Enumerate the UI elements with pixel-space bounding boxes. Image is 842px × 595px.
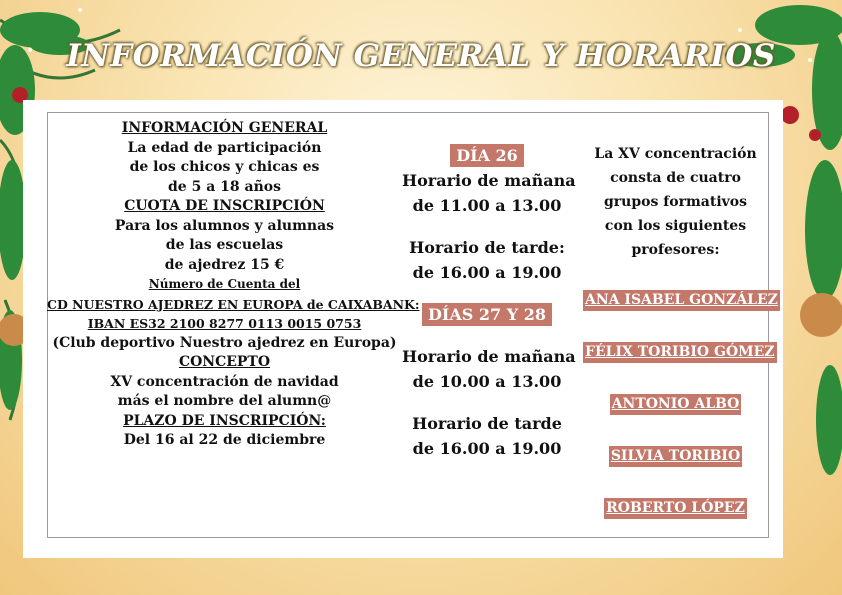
deadline-heading: PLAZO DE INSCRIPCIÓN: — [123, 412, 326, 429]
teachers-column — [583, 142, 778, 519]
morning-time: de 11.00 a 13.00 — [412, 196, 562, 215]
teacher-name: SILVIA TORIBIO — [609, 446, 742, 467]
afternoon-label: Horario de tarde — [412, 414, 562, 433]
morning-time: de 10.00 a 13.00 — [412, 372, 562, 391]
teachers-intro-line: profesores: — [631, 242, 720, 258]
morning-label: Horario de mañana — [402, 347, 576, 366]
concept-heading: CONCEPTO — [178, 354, 271, 370]
afternoon-time: de 16.00 a 19.00 — [412, 439, 562, 458]
concept-line: XV concentración de navidad — [110, 373, 339, 390]
age-line: de los chicos y chicas es — [129, 159, 320, 175]
teacher-name: FÉLIX TORIBIO GÓMEZ — [583, 342, 777, 363]
teacher-name: ANTONIO ALBO — [610, 394, 742, 415]
morning-label: Horario de mañana — [402, 171, 576, 190]
day-26-badge: DÍA 26 — [450, 144, 524, 167]
fee-line: de las escuelas — [165, 237, 284, 253]
page-title: INFORMACIÓN GENERAL Y HORARIOS — [66, 38, 776, 74]
account-label: Número de Cuenta del — [148, 277, 301, 291]
schedule-column — [402, 143, 576, 461]
fee-line: de ajedrez 15 € — [164, 256, 285, 273]
teacher-name: ROBERTO LÓPEZ — [604, 498, 747, 519]
account-holder: CD NUESTRO AJEDREZ EN EUROPA de CAIXABANK: — [47, 296, 420, 312]
fee-line: Para los alumnos y alumnas — [114, 217, 335, 234]
general-info-heading: INFORMACIÓN GENERAL — [121, 120, 328, 136]
iban-number: IBAN ES32 2100 8277 0113 0015 0753 — [87, 316, 362, 331]
fee-heading: CUOTA DE INSCRIPCIÓN — [124, 198, 325, 214]
teachers-intro-line: La XV concentración — [594, 146, 757, 162]
concept-line: más el nombre del alumn@ — [117, 393, 332, 409]
afternoon-time: de 16.00 a 19.00 — [412, 263, 562, 282]
afternoon-label: Horario de tarde: — [409, 238, 565, 257]
teachers-intro-line: consta de cuatro — [610, 170, 741, 186]
deadline-dates: Del 16 al 22 de diciembre — [123, 432, 326, 448]
teachers-intro-line: con los siguientes — [604, 218, 747, 234]
age-line: La edad de participación — [127, 139, 322, 156]
club-name: (Club deportivo Nuestro ajedrez en Europa) — [52, 334, 397, 351]
teachers-intro-line: grupos formativos — [604, 194, 747, 210]
age-line: de 5 a 18 años — [168, 178, 281, 195]
days-27-28-badge: DÍAS 27 Y 28 — [422, 303, 552, 326]
teacher-name: ANA ISABEL GONZÁLEZ — [583, 290, 780, 311]
general-info-column — [47, 119, 420, 451]
